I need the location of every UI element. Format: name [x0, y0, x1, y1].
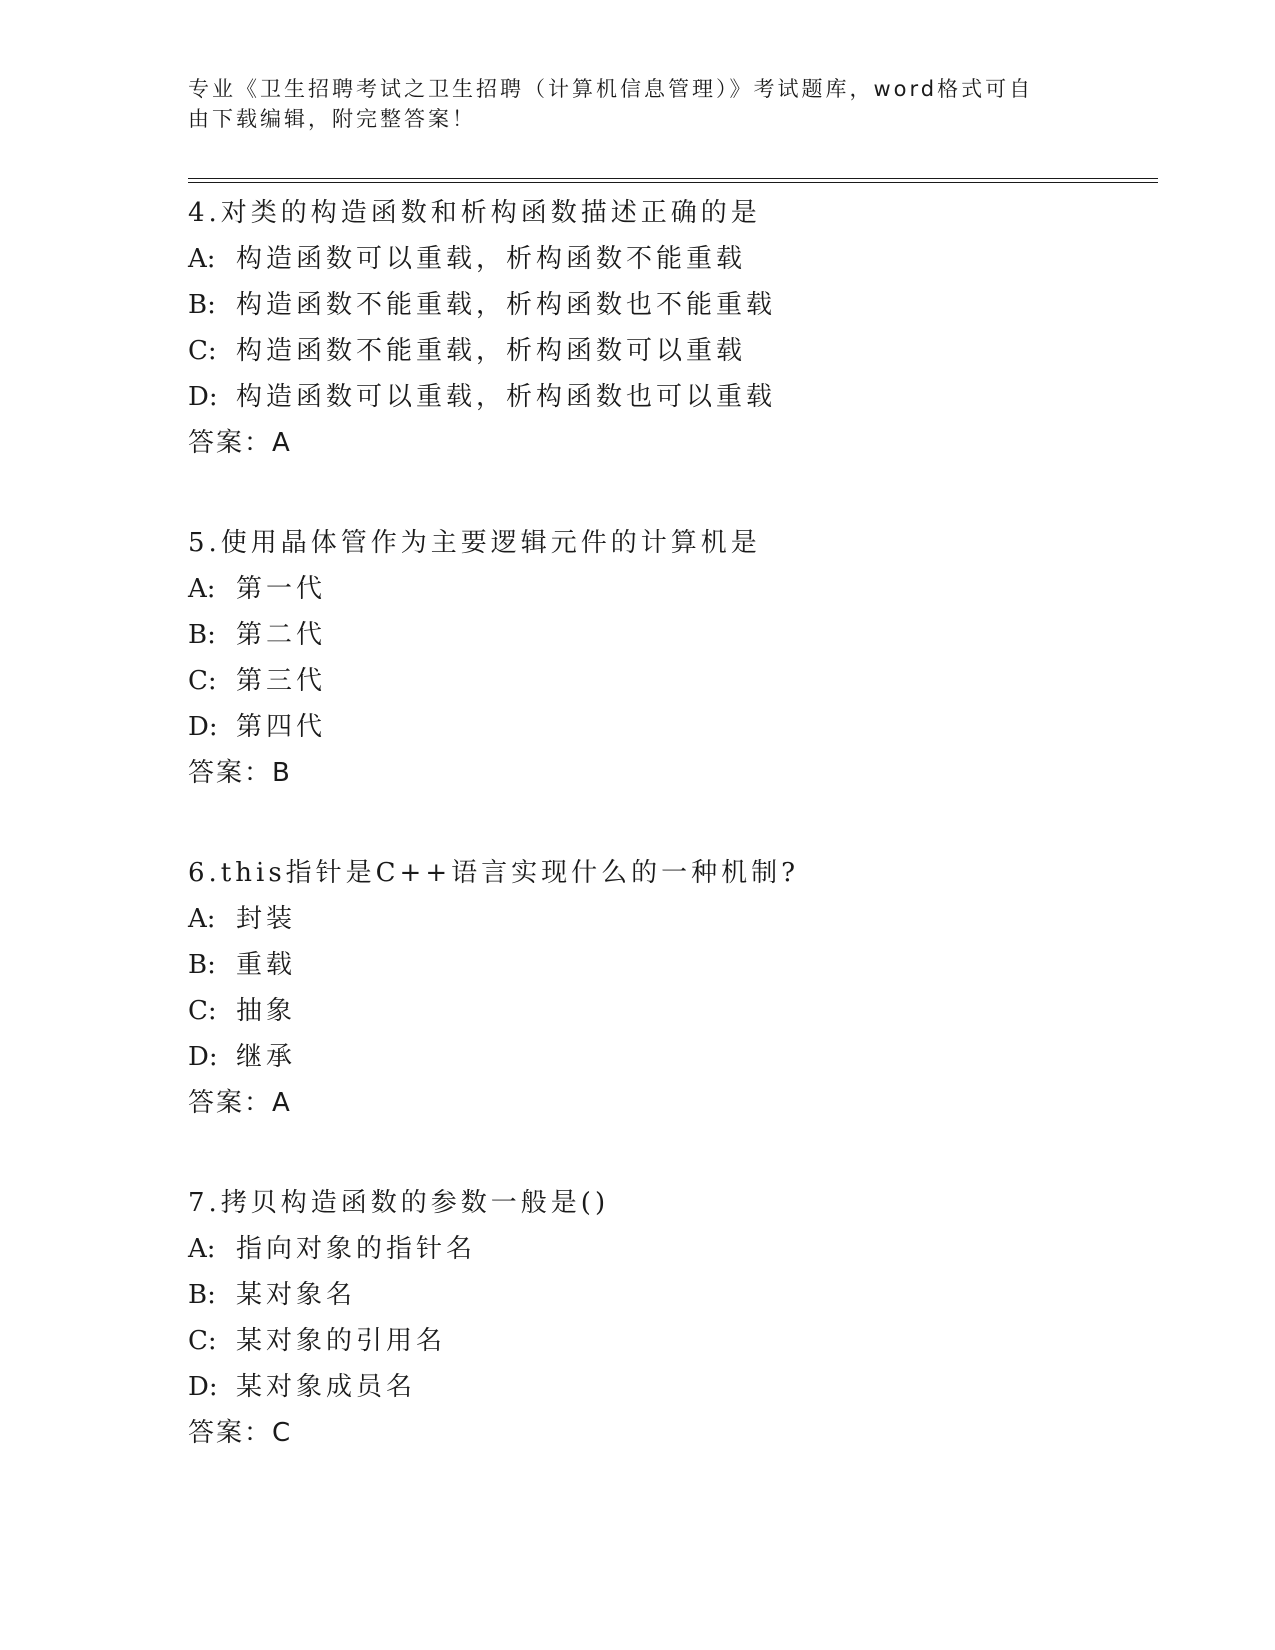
- option-letter: C:: [188, 336, 217, 366]
- option-letter: D:: [188, 712, 218, 742]
- option-letter: B:: [188, 1280, 216, 1310]
- document-header: [188, 74, 1088, 134]
- option-letter: A:: [188, 574, 216, 604]
- option-text: 构造函数可以重载，析构函数也可以重载: [236, 382, 777, 412]
- header-line-1: 专业《卫生招聘考试之卫生招聘（计算机信息管理）》考试题库，word格式可自: [188, 77, 1034, 101]
- option-letter: D:: [188, 1042, 218, 1072]
- option-b: [188, 942, 1148, 988]
- option-b: [188, 282, 1148, 328]
- option-text: 封装: [236, 904, 297, 934]
- header-line-2: 由下载编辑，附完整答案！: [188, 107, 476, 131]
- option-text: 指向对象的指针名: [236, 1234, 477, 1264]
- option-letter: C:: [188, 996, 217, 1026]
- option-text: 第四代: [236, 712, 327, 742]
- question-6: [188, 850, 1148, 1126]
- header-divider-top: [188, 178, 1158, 179]
- question-4: [188, 190, 1148, 466]
- option-text: 构造函数不能重载，析构函数可以重载: [236, 336, 747, 366]
- option-letter: A:: [188, 244, 216, 274]
- option-d: [188, 704, 1148, 750]
- option-b: [188, 1272, 1148, 1318]
- option-letter: B:: [188, 290, 216, 320]
- answer-line: 答案：B: [188, 758, 292, 788]
- option-letter: C:: [188, 1326, 217, 1356]
- answer-line: 答案：C: [188, 1418, 293, 1448]
- option-a: [188, 236, 1148, 282]
- question-stem: 6.this指针是C++语言实现什么的一种机制?: [188, 858, 800, 888]
- option-text: 第一代: [236, 574, 327, 604]
- option-c: [188, 658, 1148, 704]
- option-text: 某对象的引用名: [236, 1326, 447, 1356]
- question-5: [188, 520, 1148, 796]
- option-text: 重载: [236, 950, 297, 980]
- option-b: [188, 612, 1148, 658]
- option-text: 继承: [236, 1042, 297, 1072]
- option-letter: D:: [188, 382, 218, 412]
- option-a: [188, 896, 1148, 942]
- option-text: 构造函数不能重载，析构函数也不能重载: [236, 290, 777, 320]
- question-stem: 7.拷贝构造函数的参数一般是(): [188, 1188, 610, 1218]
- option-d: [188, 1364, 1148, 1410]
- option-text: 第三代: [236, 666, 327, 696]
- option-d: [188, 374, 1148, 420]
- option-text: 某对象名: [236, 1280, 357, 1310]
- option-text: 抽象: [236, 996, 297, 1026]
- header-divider-bottom: [188, 182, 1158, 183]
- option-d: [188, 1034, 1148, 1080]
- answer-line: 答案：A: [188, 1088, 292, 1118]
- option-c: [188, 1318, 1148, 1364]
- option-letter: D:: [188, 1372, 218, 1402]
- option-letter: B:: [188, 620, 216, 650]
- option-text: 某对象成员名: [236, 1372, 417, 1402]
- question-list: [188, 190, 1148, 1510]
- option-c: [188, 328, 1148, 374]
- option-letter: A:: [188, 1234, 216, 1264]
- option-letter: A:: [188, 904, 216, 934]
- option-text: 构造函数可以重载，析构函数不能重载: [236, 244, 747, 274]
- answer-line: 答案：A: [188, 428, 292, 458]
- question-stem: 4.对类的构造函数和析构函数描述正确的是: [188, 198, 761, 228]
- option-letter: C:: [188, 666, 217, 696]
- question-stem: 5.使用晶体管作为主要逻辑元件的计算机是: [188, 528, 761, 558]
- option-letter: B:: [188, 950, 216, 980]
- option-c: [188, 988, 1148, 1034]
- option-text: 第二代: [236, 620, 327, 650]
- question-7: [188, 1180, 1148, 1456]
- option-a: [188, 566, 1148, 612]
- option-a: [188, 1226, 1148, 1272]
